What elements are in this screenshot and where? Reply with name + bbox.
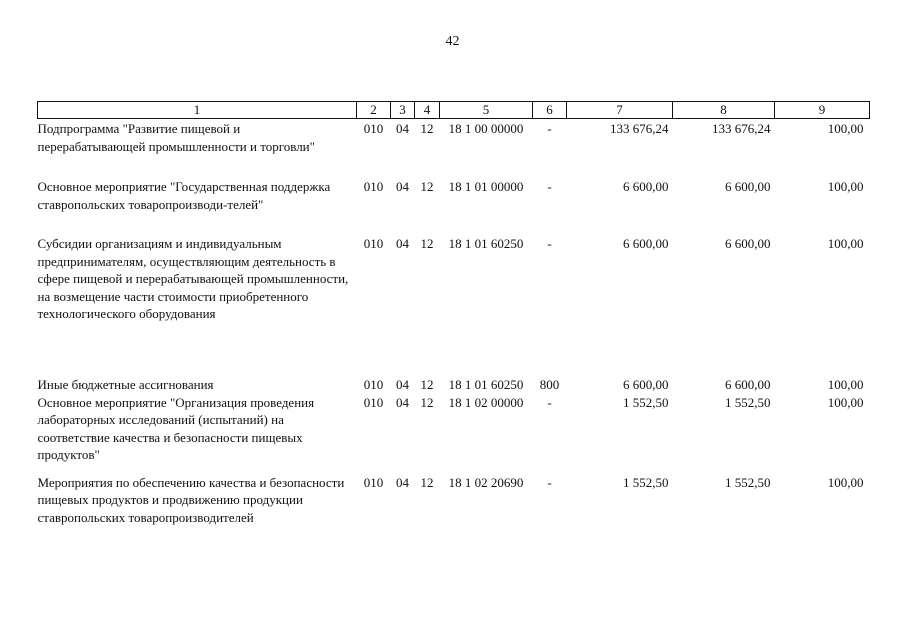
row-target-code: 18 1 02 00000: [448, 394, 524, 410]
row-percent: 100,00: [827, 474, 864, 490]
row-amount-planned: 1 552,50: [623, 474, 669, 490]
header-col-8: 8: [673, 102, 775, 119]
table-header-row: [38, 102, 870, 119]
row-amount-executed: 6 600,00: [725, 377, 771, 392]
row-amount-planned: 6 600,00: [623, 377, 669, 392]
row-ministry-code: 010: [363, 377, 384, 392]
row-subsection-code: 12: [420, 179, 434, 194]
row-ministry-code: 010: [363, 474, 384, 490]
row-subsection-code: 12: [420, 377, 434, 392]
row-ministry-code: 010: [363, 121, 384, 136]
row-amount-executed: 6 600,00: [725, 236, 771, 251]
row-subsection-code: 12: [420, 121, 434, 136]
header-col-9: 9: [775, 102, 870, 119]
row-target-code: 18 1 01 00000: [448, 179, 524, 194]
row-section-code: 04: [396, 236, 409, 251]
table-row: [38, 119, 870, 178]
row-expense-type: -: [547, 179, 552, 194]
header-col-1: 1: [38, 102, 357, 119]
row-percent: 100,00: [827, 394, 864, 410]
table-row: [38, 473, 870, 544]
row-expense-type: -: [547, 394, 552, 410]
header-col-5: 5: [440, 102, 533, 119]
row-name: Иные бюджетные ассигнования: [37, 377, 214, 392]
row-percent: 100,00: [827, 179, 864, 194]
row-target-code: 18 1 01 60250: [448, 377, 524, 392]
row-ministry-code: 010: [363, 236, 384, 251]
table-row: [38, 234, 870, 375]
row-target-code: 18 1 02 20690: [448, 474, 524, 490]
row-section-code: 04: [396, 179, 409, 194]
row-subsection-code: 12: [420, 394, 434, 410]
row-percent: 100,00: [827, 236, 864, 251]
row-target-code: 18 1 00 00000: [448, 121, 524, 136]
row-name: Основное мероприятие "Государственная поддержка ставропольских товаропроизводи-телей": [37, 179, 331, 212]
table-row: [38, 375, 870, 394]
row-ministry-code: 010: [363, 179, 384, 194]
row-amount-planned: 6 600,00: [623, 179, 669, 194]
header-col-7: 7: [567, 102, 673, 119]
row-section-code: 04: [396, 394, 409, 410]
row-amount-planned: 1 552,50: [623, 394, 669, 410]
row-percent: 100,00: [827, 377, 864, 392]
row-section-code: 04: [396, 121, 409, 136]
row-amount-executed: 133 676,24: [712, 121, 771, 136]
row-subsection-code: 12: [420, 474, 434, 490]
row-amount-executed: 1 552,50: [725, 394, 771, 410]
row-amount-planned: 6 600,00: [623, 236, 669, 251]
row-expense-type: -: [547, 236, 552, 251]
row-section-code: 04: [396, 474, 409, 490]
row-target-code: 18 1 01 60250: [448, 236, 524, 251]
row-name: Основное мероприятие "Организация проведения лабораторных исследований (испытаний) на соответствие качества и безопасности пищевых продуктов": [37, 394, 315, 462]
row-percent: 100,00: [827, 121, 864, 136]
header-col-3: 3: [391, 102, 415, 119]
table-row: [38, 394, 870, 473]
row-expense-type: 800: [539, 377, 560, 392]
row-name: Подпрограмма "Развитие пищевой и перерабатывающей промышленности и торговли": [37, 121, 315, 154]
row-name: Субсидии организациям и индивидуальным предпринимателям, осуществляющим деятельность в сфере пищевой и перерабатывающей промышленности, на возмещение части стоимости приобретенного технологического оборудования: [37, 236, 349, 321]
row-amount-executed: 6 600,00: [725, 179, 771, 194]
row-subsection-code: 12: [420, 236, 434, 251]
table-row: [38, 177, 870, 234]
row-ministry-code: 010: [363, 394, 384, 410]
row-name: Мероприятия по обеспечению качества и безопасности пищевых продуктов и продвижению продукции ставропольских товаропроизводителей: [37, 474, 345, 525]
row-expense-type: -: [547, 474, 552, 490]
header-col-2: 2: [357, 102, 391, 119]
row-expense-type: -: [547, 121, 552, 136]
header-col-6: 6: [533, 102, 567, 119]
header-col-4: 4: [415, 102, 440, 119]
row-amount-executed: 1 552,50: [725, 474, 771, 490]
page-number: 42: [445, 34, 460, 49]
row-amount-planned: 133 676,24: [610, 121, 669, 136]
budget-table: [37, 101, 870, 544]
row-section-code: 04: [396, 377, 409, 392]
